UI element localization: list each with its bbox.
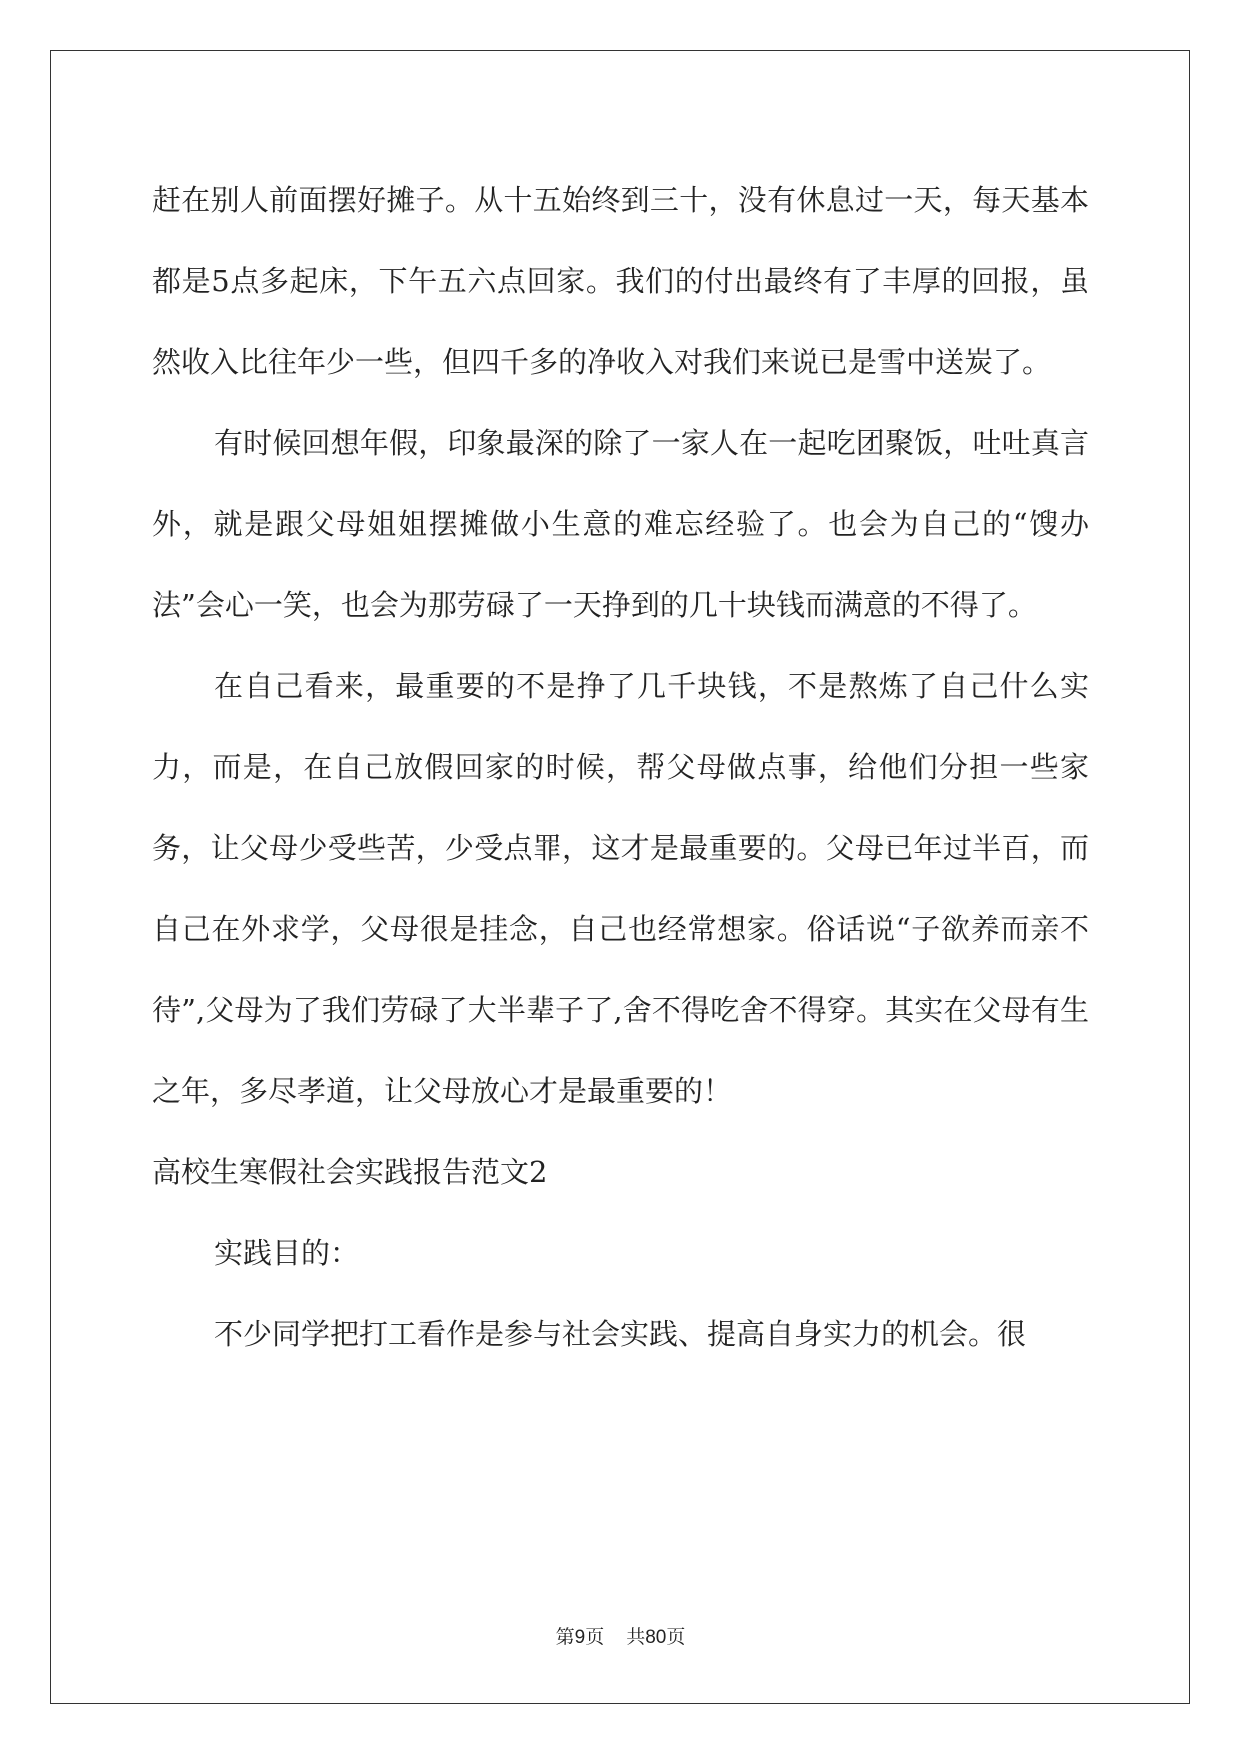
paragraph-4: 实践目的： xyxy=(214,1236,360,1270)
document-body xyxy=(152,160,1089,1375)
paragraph-1: 赶在别人前面摆好摊子。从十五始终到三十，没有休息过一天，每天基本都是5点多起床，下午五六点回家。我们的付出最终有了丰厚的回报，虽然收入比往年少一些，但四千多的净收入对我们来说已是雪中送炭了。 xyxy=(152,183,1089,379)
paragraph-3: 在自己看来，最重要的不是挣了几千块钱，不是熬炼了自己什么实力，而是，在自己放假回家的时候，帮父母做点事，给他们分担一些家务，让父母少受些苦，少受点罪，这才是最重要的。父母已年过半百，而自己在外求学，父母很是挂念，自己也经常想家。俗话说“子欲养而亲不待”,父母为了我们劳碌了大半辈子了,舍不得吃舍不得穿。其实在父母有生之年，多尽孝道，让父母放心才是最重要的！ xyxy=(152,669,1089,1108)
page-number: 第9页 xyxy=(555,1627,605,1648)
paragraph-2: 有时候回想年假，印象最深的除了一家人在一起吃团聚饭，吐吐真言外，就是跟父母姐姐摆摊做小生意的难忘经验了。也会为自己的“馊办法”会心一笑，也会为那劳碌了一天挣到的几十块钱而满意的不得了。 xyxy=(152,426,1089,622)
paragraph-5: 不少同学把打工看作是参与社会实践、提高自身实力的机会。很 xyxy=(214,1317,1027,1351)
page-footer xyxy=(0,1622,1241,1649)
page-total: 共80页 xyxy=(626,1627,686,1648)
section-heading: 高校生寒假社会实践报告范文2 xyxy=(152,1155,548,1189)
